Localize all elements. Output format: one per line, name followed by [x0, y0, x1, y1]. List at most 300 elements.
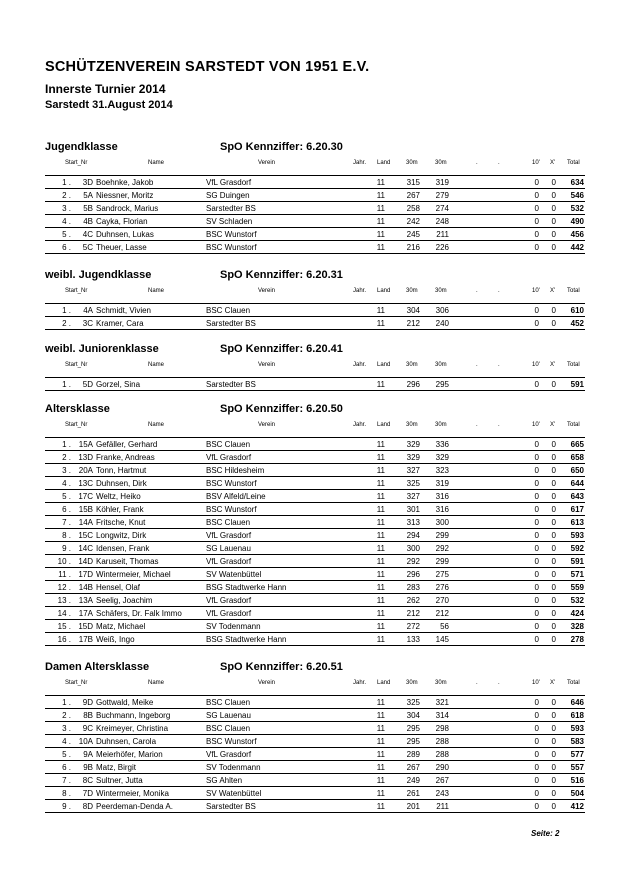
place-cell: 3 . — [62, 724, 71, 733]
tens-cell: 0 — [534, 763, 539, 772]
club-cell: Sarstedter BS — [206, 319, 256, 328]
year-cell: 11 — [376, 518, 385, 527]
year-cell: 11 — [376, 635, 385, 644]
club-cell: SV Schladen — [206, 217, 253, 226]
round2-cell: 276 — [435, 583, 449, 592]
total-cell: 658 — [570, 453, 584, 462]
round1-cell: 258 — [406, 204, 420, 213]
x-cell: 0 — [551, 319, 556, 328]
column-header-x: X' — [550, 422, 556, 428]
round1-cell: 249 — [406, 776, 420, 785]
table-row — [45, 722, 585, 735]
round2-cell: 240 — [435, 319, 449, 328]
round2-cell: 288 — [435, 737, 449, 746]
club-cell: BSV Alfeld/Leine — [206, 492, 266, 501]
column-header-dot2: . — [498, 288, 500, 294]
column-header-name: Name — [148, 422, 165, 428]
column-header-jahr: Jahr. — [353, 680, 367, 686]
section-code: SpO Kennziffer: 6.20.50 — [220, 403, 343, 415]
total-cell: 504 — [570, 789, 584, 798]
column-header-d1: 30m — [406, 680, 418, 686]
tens-cell: 0 — [534, 230, 539, 239]
total-cell: 618 — [570, 711, 584, 720]
table-row — [45, 317, 585, 330]
tens-cell: 0 — [534, 711, 539, 720]
x-cell: 0 — [551, 609, 556, 618]
place-cell: 1 . — [62, 440, 71, 449]
start-number-cell: 4B — [83, 217, 93, 226]
year-cell: 11 — [376, 492, 385, 501]
name-cell: Matz, Birgit — [96, 763, 137, 772]
table-row — [45, 542, 585, 555]
x-cell: 0 — [551, 763, 556, 772]
start-number-cell: 13C — [78, 479, 93, 488]
x-cell: 0 — [551, 243, 556, 252]
name-cell: Duhnsen, Lukas — [96, 230, 154, 239]
table-row — [45, 735, 585, 748]
total-cell: 452 — [570, 319, 584, 328]
tens-cell: 0 — [534, 319, 539, 328]
column-header-verein: Verein — [258, 362, 276, 368]
x-cell: 0 — [551, 596, 556, 605]
column-header-row — [45, 422, 585, 432]
round1-cell: 294 — [406, 531, 420, 540]
tens-cell: 0 — [534, 724, 539, 733]
tens-cell: 0 — [534, 609, 539, 618]
club-cell: BSC Clauen — [206, 440, 251, 449]
column-header-tens: 10' — [532, 422, 540, 428]
x-cell: 0 — [551, 492, 556, 501]
round2-cell: 298 — [435, 724, 449, 733]
round1-cell: 296 — [406, 380, 420, 389]
name-cell: Longwitz, Dirk — [96, 531, 147, 540]
year-cell: 11 — [376, 557, 385, 566]
round2-cell: 211 — [436, 230, 449, 239]
round1-cell: 289 — [406, 750, 420, 759]
place-cell: 5 . — [62, 230, 71, 239]
place-cell: 6 . — [62, 763, 71, 772]
round2-cell: 295 — [435, 380, 449, 389]
round1-cell: 325 — [406, 698, 420, 707]
start-number-cell: 3D — [82, 178, 93, 187]
round2-cell: 226 — [435, 243, 449, 252]
column-header-tens: 10' — [532, 362, 540, 368]
results-table — [45, 437, 585, 646]
round1-cell: 329 — [406, 453, 420, 462]
column-header-name: Name — [148, 160, 165, 166]
place-cell: 8 . — [62, 531, 71, 540]
year-cell: 11 — [376, 178, 385, 187]
round2-cell: 56 — [440, 622, 449, 631]
name-cell: Gefäller, Gerhard — [96, 440, 158, 449]
round2-cell: 319 — [435, 479, 449, 488]
club-cell: SV Todenmann — [206, 622, 261, 631]
table-row — [45, 241, 585, 254]
round2-cell: 279 — [435, 191, 449, 200]
table-row — [45, 581, 585, 594]
total-cell: 610 — [570, 306, 584, 315]
start-number-cell: 4C — [82, 230, 93, 239]
column-header-verein: Verein — [258, 422, 276, 428]
table-row — [45, 477, 585, 490]
place-cell: 5 . — [62, 750, 71, 759]
start-number-cell: 9A — [83, 750, 93, 759]
place-cell: 15 . — [57, 622, 71, 631]
total-cell: 412 — [570, 802, 584, 811]
total-cell: 328 — [570, 622, 584, 631]
total-cell: 577 — [570, 750, 584, 759]
table-row — [45, 709, 585, 722]
total-cell: 490 — [570, 217, 584, 226]
column-header-dot1: . — [476, 422, 478, 428]
round2-cell: 299 — [435, 531, 449, 540]
tens-cell: 0 — [534, 204, 539, 213]
year-cell: 11 — [376, 531, 385, 540]
table-row — [45, 304, 585, 317]
column-header-dot2: . — [498, 680, 500, 686]
round2-cell: 274 — [435, 204, 449, 213]
table-row — [45, 516, 585, 529]
section-code: SpO Kennziffer: 6.20.41 — [220, 343, 343, 355]
column-header-verein: Verein — [258, 160, 276, 166]
section-title: Altersklasse — [45, 403, 110, 415]
round1-cell: 283 — [406, 583, 420, 592]
round1-cell: 327 — [406, 466, 420, 475]
column-header-x: X' — [550, 160, 556, 166]
total-cell: 456 — [570, 230, 584, 239]
round1-cell: 325 — [406, 479, 420, 488]
start-number-cell: 7D — [82, 789, 93, 798]
page-number: Seite: 2 — [531, 829, 560, 838]
club-cell: BSG Stadtwerke Hann — [206, 635, 287, 644]
place-cell: 11 . — [58, 570, 71, 579]
place-cell: 2 . — [62, 319, 71, 328]
column-header-jahr: Jahr. — [353, 362, 367, 368]
year-cell: 11 — [376, 789, 385, 798]
start-number-cell: 3C — [82, 319, 93, 328]
start-number-cell: 9C — [82, 724, 93, 733]
club-cell: VfL Grasdorf — [206, 596, 252, 605]
name-cell: Peerdeman-Denda A. — [96, 802, 173, 811]
name-cell: Fritsche, Knut — [96, 518, 146, 527]
club-cell: SV Watenbüttel — [206, 789, 262, 798]
round1-cell: 272 — [406, 622, 420, 631]
table-row — [45, 529, 585, 542]
round2-cell: 314 — [435, 711, 449, 720]
name-cell: Tonn, Hartmut — [96, 466, 147, 475]
name-cell: Weiß, Ingo — [96, 635, 135, 644]
column-header-d2: 30m — [435, 362, 447, 368]
start-number-cell: 5D — [82, 380, 93, 389]
column-header-land: Land — [377, 288, 391, 294]
round1-cell: 292 — [406, 557, 420, 566]
x-cell: 0 — [551, 518, 556, 527]
round1-cell: 300 — [406, 544, 420, 553]
place-cell: 10 . — [57, 557, 71, 566]
round1-cell: 301 — [406, 505, 420, 514]
table-row — [45, 215, 585, 228]
table-row — [45, 761, 585, 774]
start-number-cell: 9B — [83, 763, 93, 772]
round2-cell: 292 — [435, 544, 449, 553]
x-cell: 0 — [551, 217, 556, 226]
round1-cell: 242 — [406, 217, 420, 226]
x-cell: 0 — [551, 698, 556, 707]
name-cell: Karuseit, Thomas — [96, 557, 159, 566]
table-row — [45, 490, 585, 503]
x-cell: 0 — [551, 724, 556, 733]
round2-cell: 306 — [435, 306, 449, 315]
start-number-cell: 8B — [83, 711, 93, 720]
round2-cell: 211 — [436, 802, 449, 811]
column-header-x: X' — [550, 362, 556, 368]
year-cell: 11 — [376, 440, 385, 449]
column-header-total: Total — [567, 288, 580, 294]
round1-cell: 212 — [406, 609, 420, 618]
column-header-jahr: Jahr. — [353, 160, 367, 166]
round2-cell: 316 — [435, 505, 449, 514]
total-cell: 643 — [570, 492, 584, 501]
total-cell: 278 — [570, 635, 584, 644]
name-cell: Niessner, Moritz — [96, 191, 154, 200]
place-cell: 12 . — [57, 583, 71, 592]
round2-cell: 243 — [435, 789, 449, 798]
club-cell: SG Lauenau — [206, 711, 251, 720]
round2-cell: 300 — [435, 518, 449, 527]
round1-cell: 261 — [406, 789, 420, 798]
x-cell: 0 — [551, 570, 556, 579]
total-cell: 532 — [570, 596, 584, 605]
table-row — [45, 800, 585, 813]
x-cell: 0 — [551, 789, 556, 798]
round2-cell: 299 — [435, 557, 449, 566]
column-header-verein: Verein — [258, 680, 276, 686]
column-header-d1: 30m — [406, 362, 418, 368]
column-header-land: Land — [377, 680, 391, 686]
tens-cell: 0 — [534, 544, 539, 553]
name-cell: Duhnsen, Carola — [96, 737, 157, 746]
round2-cell: 319 — [435, 178, 449, 187]
club-cell: BSC Clauen — [206, 306, 251, 315]
place-cell: 1 . — [62, 380, 71, 389]
x-cell: 0 — [551, 531, 556, 540]
column-header-jahr: Jahr. — [353, 288, 367, 294]
tens-cell: 0 — [534, 583, 539, 592]
column-header-dot1: . — [476, 362, 478, 368]
results-table — [45, 303, 585, 330]
column-header-dot2: . — [498, 362, 500, 368]
round1-cell: 245 — [406, 230, 420, 239]
round1-cell: 216 — [406, 243, 420, 252]
tens-cell: 0 — [534, 635, 539, 644]
name-cell: Cayka, Florian — [96, 217, 148, 226]
club-cell: SV Todenmann — [206, 763, 261, 772]
round1-cell: 201 — [406, 802, 420, 811]
column-header-d1: 30m — [406, 422, 418, 428]
start-number-cell: 14B — [78, 583, 93, 592]
name-cell: Wintermeier, Monika — [96, 789, 169, 798]
x-cell: 0 — [551, 557, 556, 566]
name-cell: Theuer, Lasse — [96, 243, 147, 252]
column-header-x: X' — [550, 288, 556, 294]
start-number-cell: 20A — [78, 466, 93, 475]
name-cell: Sandrock, Marius — [96, 204, 159, 213]
table-row — [45, 748, 585, 761]
column-header-d2: 30m — [435, 680, 447, 686]
section-code: SpO Kennziffer: 6.20.30 — [220, 141, 343, 153]
x-cell: 0 — [551, 440, 556, 449]
round2-cell: 323 — [435, 466, 449, 475]
name-cell: Weltz, Heiko — [96, 492, 141, 501]
start-number-cell: 8D — [82, 802, 93, 811]
x-cell: 0 — [551, 505, 556, 514]
year-cell: 11 — [376, 750, 385, 759]
total-cell: 442 — [570, 243, 584, 252]
tournament-date: Sarstedt 31.August 2014 — [45, 99, 173, 111]
round2-cell: 290 — [435, 763, 449, 772]
column-header-name: Name — [148, 288, 165, 294]
table-row — [45, 228, 585, 241]
column-header-d2: 30m — [435, 160, 447, 166]
place-cell: 2 . — [62, 453, 71, 462]
column-header-total: Total — [567, 362, 580, 368]
start-number-cell: 14C — [78, 544, 93, 553]
club-cell: BSC Clauen — [206, 518, 251, 527]
year-cell: 11 — [376, 776, 385, 785]
start-number-cell: 17C — [78, 492, 93, 501]
name-cell: Seelig, Joachim — [96, 596, 153, 605]
total-cell: 593 — [570, 531, 584, 540]
place-cell: 7 . — [62, 518, 71, 527]
table-row — [45, 438, 585, 451]
column-header-tens: 10' — [532, 288, 540, 294]
place-cell: 2 . — [62, 711, 71, 720]
club-cell: VfL Grasdorf — [206, 453, 252, 462]
total-cell: 617 — [570, 505, 584, 514]
tens-cell: 0 — [534, 789, 539, 798]
year-cell: 11 — [376, 596, 385, 605]
start-number-cell: 9D — [82, 698, 93, 707]
round1-cell: 304 — [406, 711, 420, 720]
tens-cell: 0 — [534, 557, 539, 566]
year-cell: 11 — [376, 466, 385, 475]
year-cell: 11 — [376, 319, 385, 328]
club-cell: VfL Grasdorf — [206, 750, 252, 759]
place-cell: 5 . — [62, 492, 71, 501]
year-cell: 11 — [376, 230, 385, 239]
place-cell: 3 . — [62, 204, 71, 213]
column-header-land: Land — [377, 160, 391, 166]
name-cell: Kramer, Cara — [96, 319, 144, 328]
round1-cell: 267 — [406, 191, 420, 200]
column-header-land: Land — [377, 422, 391, 428]
year-cell: 11 — [376, 570, 385, 579]
column-header-dot1: . — [476, 680, 478, 686]
total-cell: 583 — [570, 737, 584, 746]
total-cell: 593 — [570, 724, 584, 733]
tens-cell: 0 — [534, 243, 539, 252]
round2-cell: 275 — [435, 570, 449, 579]
year-cell: 11 — [376, 204, 385, 213]
start-number-cell: 17B — [78, 635, 93, 644]
x-cell: 0 — [551, 544, 556, 553]
round2-cell: 288 — [435, 750, 449, 759]
x-cell: 0 — [551, 711, 556, 720]
place-cell: 1 . — [62, 306, 71, 315]
table-row — [45, 774, 585, 787]
start-number-cell: 15B — [78, 505, 93, 514]
round1-cell: 267 — [406, 763, 420, 772]
name-cell: Buchmann, Ingeborg — [96, 711, 171, 720]
round1-cell: 313 — [406, 518, 420, 527]
tournament-name: Innerste Turnier 2014 — [45, 82, 166, 96]
section-code: SpO Kennziffer: 6.20.51 — [220, 661, 343, 673]
x-cell: 0 — [551, 204, 556, 213]
tens-cell: 0 — [534, 217, 539, 226]
club-cell: BSC Clauen — [206, 698, 251, 707]
club-cell: SG Lauenau — [206, 544, 251, 553]
column-header-tens: 10' — [532, 160, 540, 166]
name-cell: Boehnke, Jakob — [96, 178, 154, 187]
year-cell: 11 — [376, 622, 385, 631]
column-header-row — [45, 362, 585, 372]
start-number-cell: 13D — [78, 453, 93, 462]
column-header-jahr: Jahr. — [353, 422, 367, 428]
tens-cell: 0 — [534, 570, 539, 579]
total-cell: 665 — [570, 440, 584, 449]
results-table — [45, 695, 585, 813]
x-cell: 0 — [551, 380, 556, 389]
club-cell: VfL Grasdorf — [206, 609, 252, 618]
round1-cell: 304 — [406, 306, 420, 315]
place-cell: 9 . — [62, 544, 71, 553]
place-cell: 6 . — [62, 505, 71, 514]
start-number-cell: 15A — [78, 440, 93, 449]
table-row — [45, 378, 585, 391]
total-cell: 546 — [570, 191, 584, 200]
column-header-dot1: . — [476, 288, 478, 294]
x-cell: 0 — [551, 191, 556, 200]
round2-cell: 145 — [435, 635, 449, 644]
name-cell: Idensen, Frank — [96, 544, 150, 553]
column-header-x: X' — [550, 680, 556, 686]
results-table — [45, 377, 585, 391]
year-cell: 11 — [376, 453, 385, 462]
table-row — [45, 620, 585, 633]
column-header-tens: 10' — [532, 680, 540, 686]
round2-cell: 336 — [435, 440, 449, 449]
table-row — [45, 451, 585, 464]
x-cell: 0 — [551, 635, 556, 644]
tens-cell: 0 — [534, 505, 539, 514]
table-row — [45, 568, 585, 581]
round2-cell: 248 — [435, 217, 449, 226]
column-header-dot2: . — [498, 422, 500, 428]
total-cell: 532 — [570, 204, 584, 213]
table-row — [45, 202, 585, 215]
total-cell: 557 — [570, 763, 584, 772]
tens-cell: 0 — [534, 518, 539, 527]
club-cell: BSC Wunstorf — [206, 230, 257, 239]
start-number-cell: 5A — [83, 191, 93, 200]
total-cell: 634 — [570, 178, 584, 187]
place-cell: 4 . — [62, 737, 71, 746]
total-cell: 650 — [570, 466, 584, 475]
round1-cell: 296 — [406, 570, 420, 579]
tens-cell: 0 — [534, 440, 539, 449]
start-number-cell: 8C — [82, 776, 93, 785]
club-cell: BSG Stadtwerke Hann — [206, 583, 287, 592]
